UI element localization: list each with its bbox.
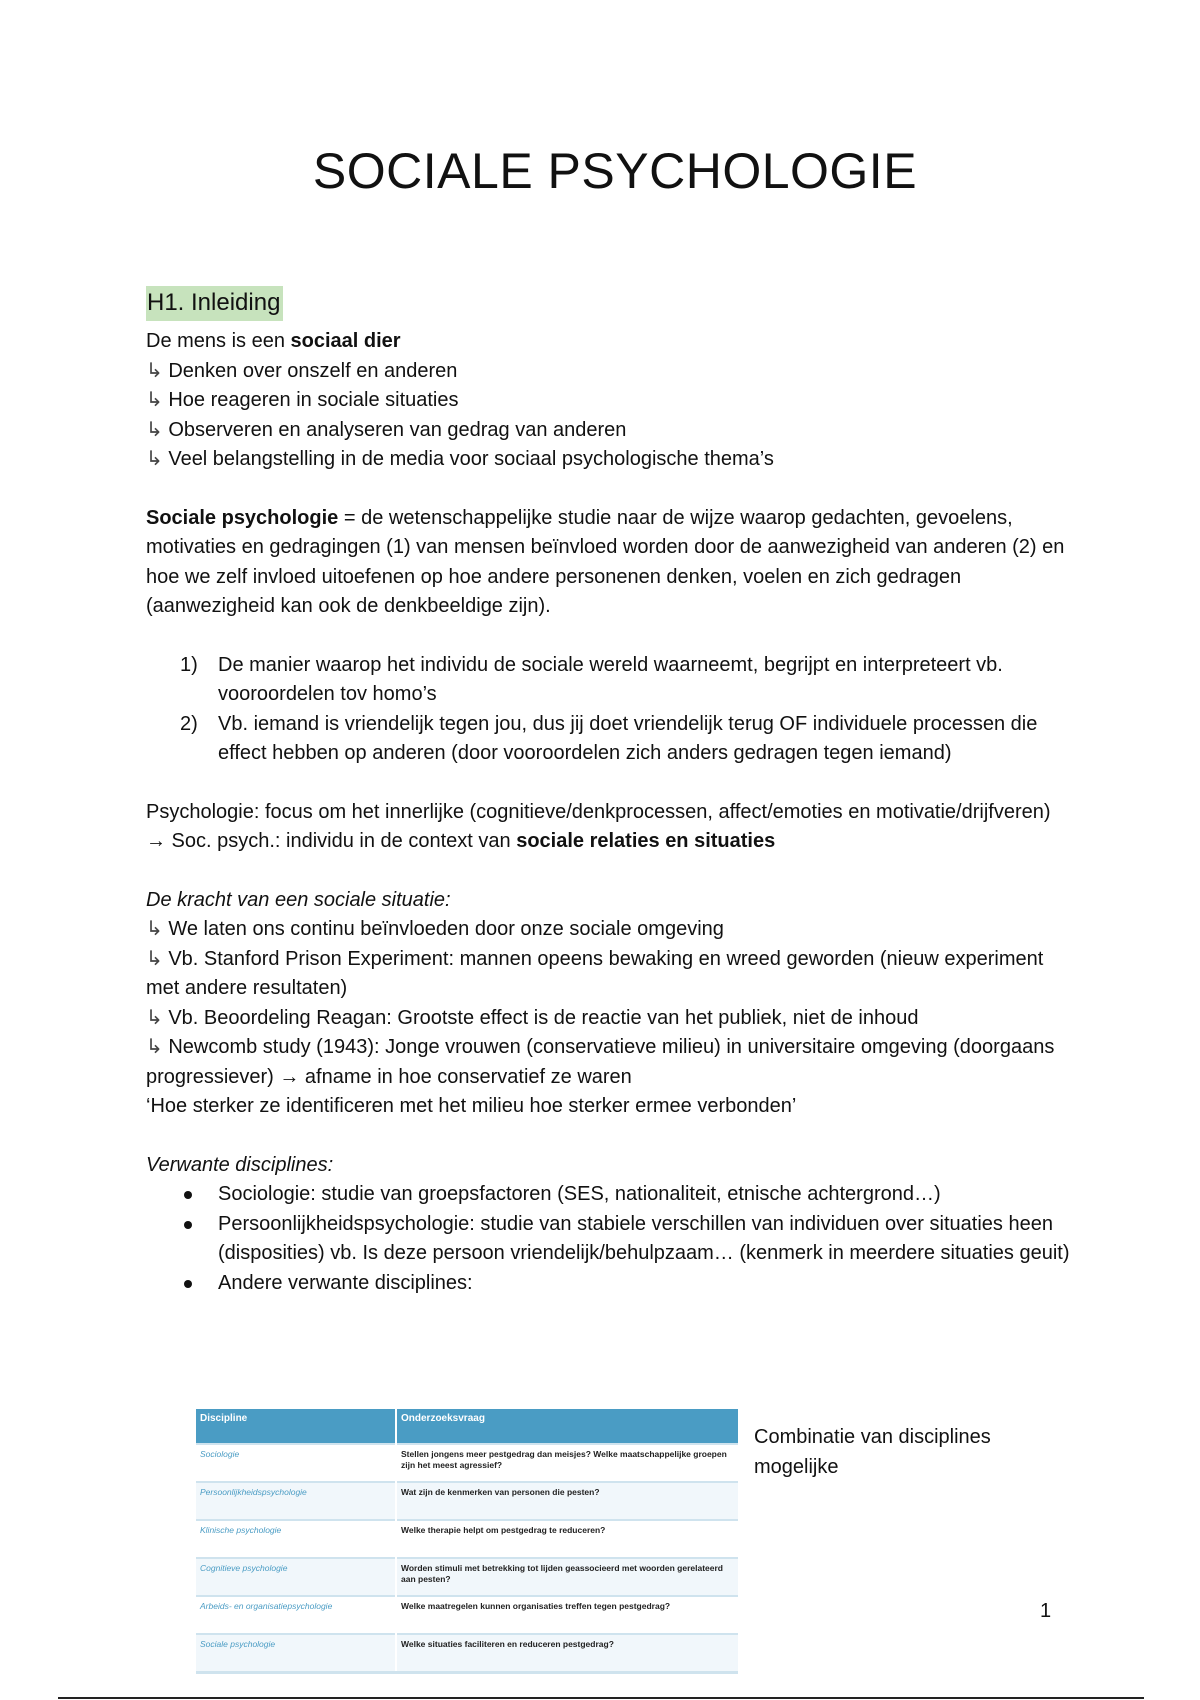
table-header-row xyxy=(196,1409,738,1444)
power-item-text: We laten ons continu beïnvloeden door onze sociale omgeving xyxy=(168,918,724,940)
table-row xyxy=(196,1596,738,1634)
table-cell-question: Worden stimuli met betrekking tot lijden geassocieerd met woorden gerelateerd aan pesten? xyxy=(396,1558,738,1596)
power-item xyxy=(146,1004,1076,1034)
arrow-icon: ↳ xyxy=(146,389,163,411)
intro-item-text: Veel belangstelling in de media voor sociaal psychologische thema’s xyxy=(168,448,774,470)
table-row xyxy=(196,1482,738,1520)
table-cell-discipline: Klinische psychologie xyxy=(196,1520,396,1558)
table-row xyxy=(196,1444,738,1482)
intro-item xyxy=(146,386,1076,416)
intro-lead xyxy=(146,327,1076,357)
soc-psych-text: → Soc. psych.: individu in de context van xyxy=(146,830,517,852)
side-note: Combinatie van disciplines mogelijke xyxy=(754,1426,991,1478)
table-row xyxy=(196,1520,738,1558)
table-cell-question: Welke situaties faciliteren en reduceren pestgedrag? xyxy=(396,1634,738,1671)
table-cell-discipline: Cognitieve psychologie xyxy=(196,1558,396,1596)
arrow-icon: ↳ xyxy=(146,1036,163,1058)
table-cell-question: Welke maatregelen kunnen organisaties treffen tegen pestgedrag? xyxy=(396,1596,738,1634)
intro-lead-text: De mens is een xyxy=(146,330,291,352)
table-cell-discipline: Sociale psychologie xyxy=(196,1634,396,1671)
table-cell-discipline: Sociologie xyxy=(196,1444,396,1482)
table-cell-question: Welke therapie helpt om pestgedrag te reduceren? xyxy=(396,1520,738,1558)
arrow-icon: ↳ xyxy=(146,359,163,382)
table-header-cell: Onderzoeksvraag xyxy=(396,1409,738,1444)
document-body xyxy=(146,286,1076,1298)
power-title-text: De kracht van een sociale situatie: xyxy=(146,888,451,911)
intro-lead-bold: sociaal dier xyxy=(290,330,401,352)
numbered-item xyxy=(180,651,1076,710)
arrow-icon: ↳ xyxy=(146,1006,163,1029)
power-item xyxy=(146,945,1076,1004)
table-row xyxy=(196,1558,738,1596)
power-item-text: Newcomb study (1943): Jonge vrouwen (conservatieve milieu) in universitaire omgeving (doorgaans progressiever) → afname in hoe conservatief ze waren xyxy=(146,1036,1055,1088)
section-heading: H1. Inleiding xyxy=(146,286,283,321)
arrow-icon: ↳ xyxy=(146,448,163,470)
power-quote: ‘Hoe sterker ze identificeren met het milieu hoe sterker ermee verbonden’ xyxy=(146,1095,797,1117)
power-title xyxy=(146,886,1076,916)
disciplines-table-image xyxy=(196,1409,738,1674)
page-number: 1 xyxy=(1040,1600,1052,1622)
related-item: Persoonlijkheidspsychologie: studie van stabiele verschillen van individuen over situaties heen (disposities) vb. Is deze persoon vriendelijk/behulpzaam… (kenmerk in meerdere situaties geuit) xyxy=(218,1210,1076,1269)
arrow-icon: ↳ xyxy=(146,947,163,970)
power-item-text: Vb. Stanford Prison Experiment: mannen opeens bewaking en wreed geworden (nieuw experiment met andere resultaten) xyxy=(146,947,1044,999)
definition-term: Sociale psychologie xyxy=(146,506,339,529)
related-item: Andere verwante disciplines: xyxy=(218,1269,1076,1299)
related-title-text: Verwante disciplines: xyxy=(146,1153,334,1176)
intro-item xyxy=(146,445,1076,475)
numbered-item xyxy=(180,710,1076,769)
item-number: 1) xyxy=(180,653,198,676)
definition-text: = de wetenschappelijke studie naar de wijze waarop gedachten, gevoelens, motivaties en gedragingen (1) van mensen beïnvloed worden door de aanwezigheid van anderen (2) en hoe we zelf invloed uitoefenen op hoe andere personenen denken, voelen en zich gedragen (aanwezigheid kan ook de denkbeeldige zijn). xyxy=(146,506,1065,617)
power-item xyxy=(146,915,1076,945)
table-cell-discipline: Arbeids- en organisatiepsychologie xyxy=(196,1596,396,1634)
table-row xyxy=(196,1634,738,1671)
soc-psych-line xyxy=(146,827,1076,857)
numbered-list xyxy=(146,651,1076,769)
related-title xyxy=(146,1151,1076,1181)
power-item-text: Vb. Beoordeling Reagan: Grootste effect is de reactie van het publiek, niet de inhoud xyxy=(168,1006,919,1029)
power-item xyxy=(146,1033,1076,1092)
table-cell-question: Stellen jongens meer pestgedrag dan meisjes? Welke maatschappelijke groepen zijn het meest agressief? xyxy=(396,1444,738,1482)
psychology-paragraph: Psychologie: focus om het innerlijke (cognitieve/denkprocessen, affect/emoties en motivatie/drijfveren) xyxy=(146,800,1051,823)
disciplines-table xyxy=(196,1409,738,1671)
intro-item xyxy=(146,357,1076,387)
intro-item xyxy=(146,416,1076,446)
related-item: Sociologie: studie van groepsfactoren (SES, nationaliteit, etnische achtergrond…) xyxy=(218,1180,1076,1210)
intro-item-text: Denken over onszelf en anderen xyxy=(168,359,458,382)
arrow-icon: ↳ xyxy=(146,918,163,940)
related-list xyxy=(146,1180,1076,1298)
numbered-item-text: De manier waarop het individu de sociale wereld waarneemt, begrijpt en interpreteert vb. vooroordelen tov homo’s xyxy=(218,653,1003,705)
definition-paragraph xyxy=(146,504,1076,622)
table-cell-discipline: Persoonlijkheidspsychologie xyxy=(196,1482,396,1520)
numbered-item-text: Vb. iemand is vriendelijk tegen jou, dus jij doet vriendelijk terug OF individuele processen die effect hebben op anderen (door vooroordelen zich anders gedragen tegen iemand) xyxy=(218,712,1038,764)
table-header-cell: Discipline xyxy=(196,1409,396,1444)
intro-item-text: Hoe reageren in sociale situaties xyxy=(168,389,459,411)
item-number: 2) xyxy=(180,712,198,735)
table-cell-question: Wat zijn de kenmerken van personen die pesten? xyxy=(396,1482,738,1520)
intro-item-text: Observeren en analyseren van gedrag van anderen xyxy=(168,418,627,441)
arrow-icon: ↳ xyxy=(146,418,163,441)
soc-psych-bold: sociale relaties en situaties xyxy=(516,830,776,852)
footer-divider xyxy=(58,1697,1144,1699)
page-title: SOCIALE PSYCHOLOGIE xyxy=(312,143,918,199)
